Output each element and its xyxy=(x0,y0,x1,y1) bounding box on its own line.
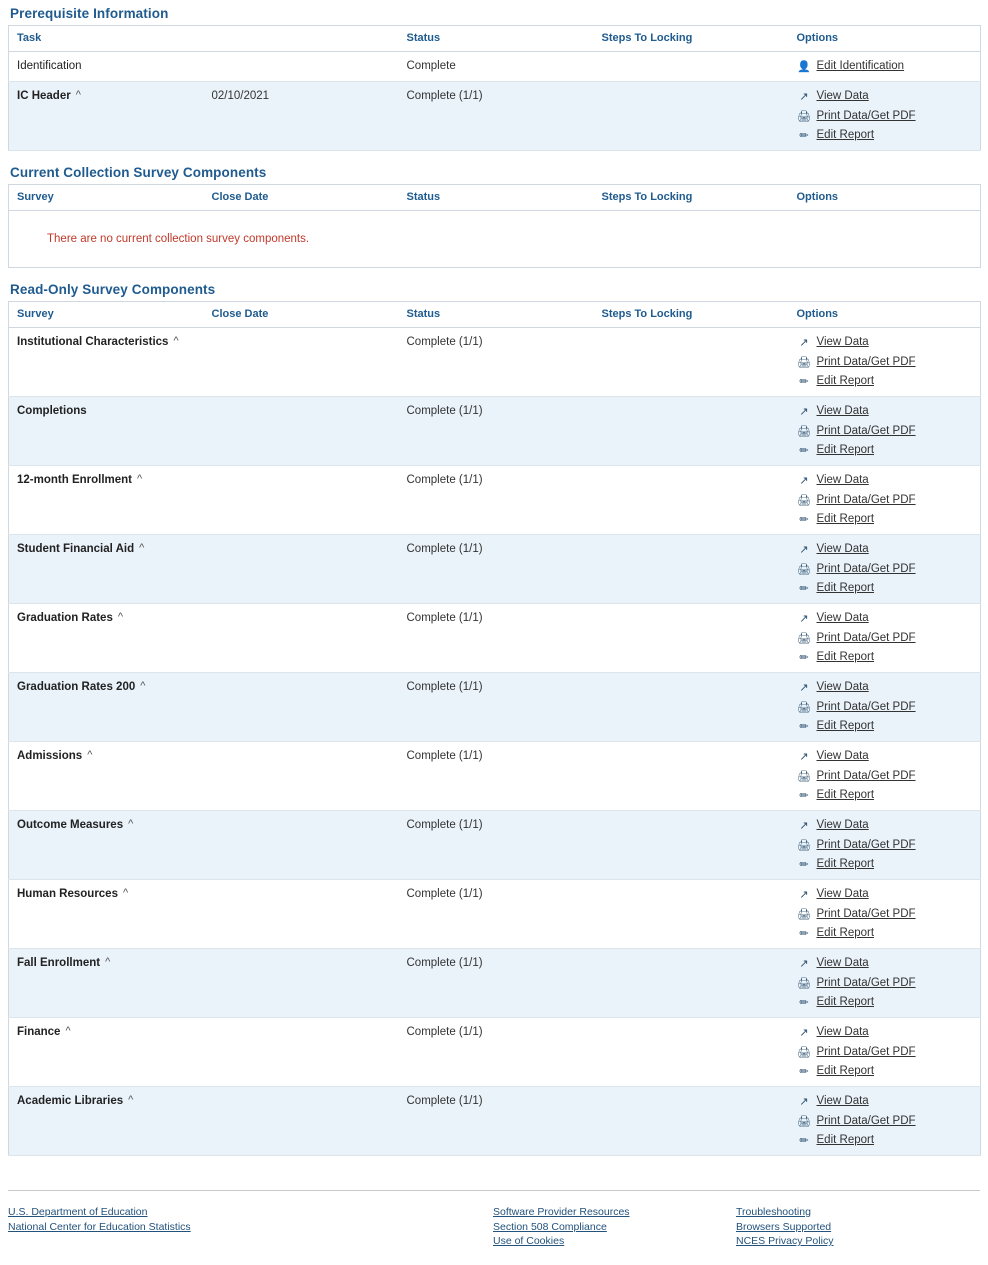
options-cell xyxy=(789,535,981,604)
edit-report-link[interactable]: ✏ Edit Report xyxy=(797,996,973,1009)
status-cell: Complete (1/1) xyxy=(399,811,594,880)
close-date-cell xyxy=(204,1087,399,1156)
printer-icon: 🖨 xyxy=(797,770,811,783)
table-row xyxy=(9,880,981,949)
close-date-cell xyxy=(204,949,399,1018)
external-link-icon: ↗ xyxy=(799,958,809,970)
footer-link-browsers-supported[interactable]: Browsers Supported xyxy=(736,1220,832,1233)
table-row xyxy=(9,535,981,604)
column-header-status: Status xyxy=(399,26,594,52)
table-row xyxy=(9,604,981,673)
external-link-icon: ↗ xyxy=(799,682,809,694)
date-cell xyxy=(204,52,399,82)
options-cell xyxy=(789,1087,981,1156)
column-header-close-date: Close Date xyxy=(204,185,399,211)
footer-link-nces-privacy-policy[interactable]: NCES Privacy Policy xyxy=(736,1235,834,1247)
column-header-task: Task xyxy=(9,26,204,52)
close-date-cell xyxy=(204,880,399,949)
edit-report-link[interactable]: ✏ Edit Report xyxy=(797,1065,973,1078)
steps-cell xyxy=(594,742,789,811)
table-row xyxy=(9,466,981,535)
survey-cell xyxy=(9,397,204,466)
pencil-icon: ✏ xyxy=(799,652,809,664)
chevron-up-icon[interactable]: ^ xyxy=(140,680,146,692)
prerequisite-section-title: Prerequisite Information xyxy=(10,6,169,21)
empty-state-message: There are no current collection survey components. xyxy=(47,233,310,245)
footer-link-troubleshooting[interactable]: Troubleshooting xyxy=(736,1206,811,1218)
survey-label: Completions xyxy=(17,405,87,417)
options-cell xyxy=(789,880,981,949)
status-cell: Complete (1/1) xyxy=(399,742,594,811)
pencil-icon: ✏ xyxy=(799,583,809,595)
survey-cell xyxy=(9,673,204,742)
external-link-icon: ↗ xyxy=(799,337,809,349)
external-link-icon: ↗ xyxy=(799,889,809,901)
printer-icon: 🖨 xyxy=(797,425,811,438)
survey-cell xyxy=(9,949,204,1018)
external-link-icon: ↗ xyxy=(799,544,809,556)
view-data-link[interactable]: ↗ View Data xyxy=(797,1026,973,1039)
column-header-steps-to-locking: Steps To Locking xyxy=(594,302,789,328)
table-header-row xyxy=(9,26,981,52)
options-cell xyxy=(789,397,981,466)
table-row xyxy=(9,52,981,82)
pencil-icon: ✏ xyxy=(799,928,809,940)
close-date-cell xyxy=(204,397,399,466)
close-date-cell xyxy=(204,1018,399,1087)
survey-label: Outcome Measures xyxy=(17,819,124,831)
edit-identification-link[interactable]: 👤 Edit Identification xyxy=(797,60,905,73)
footer-link-software-provider-resources[interactable]: Software Provider Resources xyxy=(493,1206,630,1218)
options-cell xyxy=(789,604,981,673)
external-link-icon: ↗ xyxy=(799,1096,809,1108)
external-link-icon: ↗ xyxy=(799,91,809,103)
survey-label: Institutional Characteristics xyxy=(17,336,169,348)
column-header-options: Options xyxy=(789,302,981,328)
print-data-get-pdf-link[interactable]: 🖨 Print Data/Get PDF xyxy=(797,1045,916,1059)
printer-icon: 🖨 xyxy=(797,110,811,123)
status-cell: Complete (1/1) xyxy=(399,535,594,604)
steps-cell xyxy=(594,1018,789,1087)
print-data-get-pdf-link[interactable]: 🖨 Print Data/Get PDF xyxy=(797,769,916,783)
pencil-icon: ✏ xyxy=(799,514,809,526)
close-date-cell xyxy=(204,673,399,742)
table-row xyxy=(9,1087,981,1156)
printer-icon: 🖨 xyxy=(797,356,811,369)
current-collection-section-title: Current Collection Survey Components xyxy=(10,165,267,180)
print-data-get-pdf-link[interactable]: 🖨 Print Data/Get PDF xyxy=(797,355,916,369)
column-header-steps-to-locking: Steps To Locking xyxy=(594,26,789,52)
pencil-icon: ✏ xyxy=(799,1066,809,1078)
chevron-up-icon[interactable]: ^ xyxy=(128,1094,134,1106)
pencil-icon: ✏ xyxy=(799,376,809,388)
close-date-cell xyxy=(204,811,399,880)
printer-icon: 🖨 xyxy=(797,977,811,990)
page-footer xyxy=(8,1205,980,1261)
readonly-survey-table xyxy=(8,301,981,1156)
status-cell: Complete (1/1) xyxy=(399,949,594,1018)
status-cell: Complete (1/1) xyxy=(399,1018,594,1087)
status-cell: Complete (1/1) xyxy=(399,880,594,949)
edit-report-link[interactable]: ✏ Edit Report xyxy=(797,720,973,733)
chevron-up-icon[interactable]: ^ xyxy=(137,473,143,485)
options-cell xyxy=(789,673,981,742)
column-header-options: Options xyxy=(789,26,981,52)
steps-cell xyxy=(594,673,789,742)
current-collection-table xyxy=(8,184,981,268)
view-data-link[interactable]: ↗ View Data xyxy=(797,1095,973,1108)
print-data-get-pdf-link[interactable]: 🖨 Print Data/Get PDF xyxy=(797,976,916,990)
steps-cell xyxy=(594,949,789,1018)
steps-cell xyxy=(594,82,789,151)
footer-link-nces[interactable]: National Center for Education Statistics xyxy=(8,1220,191,1233)
options-cell xyxy=(789,1018,981,1087)
table-row xyxy=(9,949,981,1018)
survey-label: Academic Libraries xyxy=(17,1095,124,1107)
print-data-get-pdf-link[interactable]: 🖨 Print Data/Get PDF xyxy=(797,562,916,576)
printer-icon: 🖨 xyxy=(797,701,811,714)
chevron-up-icon[interactable]: ^ xyxy=(65,1025,71,1037)
pencil-icon: ✏ xyxy=(799,130,809,142)
survey-cell xyxy=(9,604,204,673)
printer-icon: 🖨 xyxy=(797,908,811,921)
print-data-link[interactable]: 🖨 Print Data/Get PDF xyxy=(797,109,916,123)
column-header-status: Status xyxy=(399,302,594,328)
footer-divider xyxy=(8,1190,980,1191)
edit-report-link[interactable]: ✏ Edit Report xyxy=(797,129,973,142)
external-link-icon: ↗ xyxy=(799,475,809,487)
printer-icon: 🖨 xyxy=(797,1046,811,1059)
steps-cell xyxy=(594,811,789,880)
column-header-blank xyxy=(204,26,399,52)
external-link-icon: ↗ xyxy=(799,751,809,763)
print-data-get-pdf-link[interactable]: 🖨 Print Data/Get PDF xyxy=(797,700,916,714)
survey-cell xyxy=(9,880,204,949)
options-cell xyxy=(789,742,981,811)
task-label: Identification xyxy=(17,60,82,72)
chevron-up-icon[interactable]: ^ xyxy=(117,611,124,623)
printer-icon: 🖨 xyxy=(797,563,811,576)
survey-label: Human Resources xyxy=(17,888,118,900)
print-data-get-pdf-link[interactable]: 🖨 Print Data/Get PDF xyxy=(797,838,916,852)
printer-icon: 🖨 xyxy=(797,839,811,852)
options-cell xyxy=(789,52,981,82)
ipeds-survey-status-page xyxy=(0,6,988,1265)
steps-cell xyxy=(594,397,789,466)
external-link-icon: ↗ xyxy=(799,406,809,418)
survey-cell xyxy=(9,742,204,811)
edit-report-link[interactable]: ✏ Edit Report xyxy=(797,375,973,388)
survey-label: Admissions xyxy=(17,750,83,762)
steps-cell xyxy=(594,1087,789,1156)
survey-cell xyxy=(9,535,204,604)
options-cell xyxy=(789,466,981,535)
view-data-link[interactable]: ↗ View Data xyxy=(797,405,973,418)
steps-cell xyxy=(594,535,789,604)
edit-report-link[interactable]: ✏ Edit Report xyxy=(797,444,973,457)
table-row xyxy=(9,82,981,151)
table-row xyxy=(9,673,981,742)
survey-label: Graduation Rates 200 xyxy=(17,681,136,693)
external-link-icon: ↗ xyxy=(799,613,809,625)
view-data-link[interactable]: ↗ View Data xyxy=(797,819,973,832)
survey-label: Finance xyxy=(17,1026,61,1038)
chevron-up-icon[interactable]: ^ xyxy=(87,749,93,761)
task-cell xyxy=(9,82,204,151)
survey-cell xyxy=(9,466,204,535)
footer-link-dept-education[interactable]: U.S. Department of Education xyxy=(8,1206,148,1218)
survey-cell xyxy=(9,811,204,880)
close-date-cell xyxy=(204,742,399,811)
printer-icon: 🖨 xyxy=(797,632,811,645)
print-data-get-pdf-link[interactable]: 🖨 Print Data/Get PDF xyxy=(797,907,916,921)
edit-report-link[interactable]: ✏ Edit Report xyxy=(797,789,973,802)
current-collection-table-body xyxy=(9,211,981,268)
status-cell: Complete (1/1) xyxy=(399,673,594,742)
survey-label: Fall Enrollment xyxy=(17,957,101,969)
close-date-cell xyxy=(204,328,399,397)
pencil-icon: ✏ xyxy=(799,859,809,871)
steps-cell xyxy=(594,328,789,397)
column-header-options: Options xyxy=(789,185,981,211)
print-data-get-pdf-link[interactable]: 🖨 Print Data/Get PDF xyxy=(797,1114,916,1128)
table-row xyxy=(9,742,981,811)
survey-label: 12-month Enrollment xyxy=(17,474,133,486)
view-data-link[interactable]: ↗ View Data xyxy=(797,957,973,970)
options-cell xyxy=(789,82,981,151)
pencil-icon: ✏ xyxy=(799,790,809,802)
view-data-link[interactable]: ↗ View Data xyxy=(797,543,973,556)
table-row xyxy=(9,397,981,466)
view-data-link[interactable]: ↗ View Data xyxy=(797,336,973,349)
external-link-icon: ↗ xyxy=(799,1027,809,1039)
survey-cell xyxy=(9,1087,204,1156)
column-header-survey: Survey xyxy=(9,185,204,211)
view-data-link[interactable]: ↗ View Data xyxy=(797,612,973,625)
person-icon: 👤 xyxy=(797,61,811,73)
task-cell xyxy=(9,52,204,82)
edit-report-link[interactable]: ✏ Edit Report xyxy=(797,651,973,664)
survey-label: Graduation Rates xyxy=(17,612,113,624)
edit-report-link[interactable]: ✏ Edit Report xyxy=(797,582,973,595)
external-link-icon: ↗ xyxy=(799,820,809,832)
task-label: IC Header xyxy=(17,90,71,102)
table-row xyxy=(9,1018,981,1087)
table-header-row xyxy=(9,302,981,328)
status-cell: Complete (1/1) xyxy=(399,1087,594,1156)
close-date-cell xyxy=(204,535,399,604)
view-data-link[interactable]: ↗ View Data xyxy=(797,474,973,487)
pencil-icon: ✏ xyxy=(799,721,809,733)
chevron-up-icon[interactable]: ^ xyxy=(173,335,179,347)
footer-column-resources xyxy=(493,1205,736,1249)
column-header-survey: Survey xyxy=(9,302,204,328)
steps-cell xyxy=(594,52,789,82)
options-cell xyxy=(789,328,981,397)
column-header-steps-to-locking: Steps To Locking xyxy=(594,185,789,211)
empty-row xyxy=(9,211,981,268)
column-header-status: Status xyxy=(399,185,594,211)
edit-report-link[interactable]: ✏ Edit Report xyxy=(797,858,973,871)
close-date-cell xyxy=(204,604,399,673)
chevron-up-icon[interactable]: ^ xyxy=(105,956,111,968)
readonly-section-title: Read-Only Survey Components xyxy=(10,282,216,297)
steps-cell xyxy=(594,466,789,535)
view-data-link[interactable]: ↗ View Data xyxy=(797,681,973,694)
status-cell: Complete (1/1) xyxy=(399,604,594,673)
print-data-get-pdf-link[interactable]: 🖨 Print Data/Get PDF xyxy=(797,424,916,438)
readonly-survey-table-body xyxy=(9,328,981,1156)
status-cell: Complete (1/1) xyxy=(399,466,594,535)
edit-report-link[interactable]: ✏ Edit Report xyxy=(797,513,973,526)
edit-report-link[interactable]: ✏ Edit Report xyxy=(797,1134,973,1147)
options-cell xyxy=(789,949,981,1018)
options-cell xyxy=(789,811,981,880)
print-data-get-pdf-link[interactable]: 🖨 Print Data/Get PDF xyxy=(797,631,916,645)
view-data-link[interactable]: ↗ View Data xyxy=(797,90,973,103)
printer-icon: 🖨 xyxy=(797,1115,811,1128)
table-row xyxy=(9,811,981,880)
prerequisite-table xyxy=(8,25,981,151)
edit-report-link[interactable]: ✏ Edit Report xyxy=(797,927,973,940)
print-data-get-pdf-link[interactable]: 🖨 Print Data/Get PDF xyxy=(797,493,916,507)
pencil-icon: ✏ xyxy=(799,445,809,457)
prerequisite-table-body xyxy=(9,52,981,151)
steps-cell xyxy=(594,604,789,673)
status-cell: Complete (1/1) xyxy=(399,328,594,397)
chevron-up-icon[interactable]: ^ xyxy=(122,887,129,899)
chevron-up-icon[interactable]: ^ xyxy=(75,89,81,101)
view-data-link[interactable]: ↗ View Data xyxy=(797,750,973,763)
chevron-up-icon[interactable]: ^ xyxy=(139,542,145,554)
survey-cell xyxy=(9,328,204,397)
pencil-icon: ✏ xyxy=(799,997,809,1009)
status-cell: Complete (1/1) xyxy=(399,397,594,466)
table-row xyxy=(9,328,981,397)
view-data-link[interactable]: ↗ View Data xyxy=(797,888,973,901)
footer-column-agency xyxy=(8,1205,493,1249)
survey-cell xyxy=(9,1018,204,1087)
date-cell: 02/10/2021 xyxy=(204,82,399,151)
footer-link-use-of-cookies[interactable]: Use of Cookies xyxy=(493,1235,565,1247)
steps-cell xyxy=(594,880,789,949)
close-date-cell xyxy=(204,466,399,535)
status-cell: Complete (1/1) xyxy=(399,82,594,151)
survey-label: Student Financial Aid xyxy=(17,543,135,555)
chevron-up-icon[interactable]: ^ xyxy=(128,818,134,830)
column-header-close-date: Close Date xyxy=(204,302,399,328)
pencil-icon: ✏ xyxy=(799,1135,809,1147)
table-header-row xyxy=(9,185,981,211)
printer-icon: 🖨 xyxy=(797,494,811,507)
footer-link-section-508[interactable]: Section 508 Compliance xyxy=(493,1220,607,1233)
footer-column-support xyxy=(736,1205,980,1249)
status-cell: Complete xyxy=(399,52,594,82)
